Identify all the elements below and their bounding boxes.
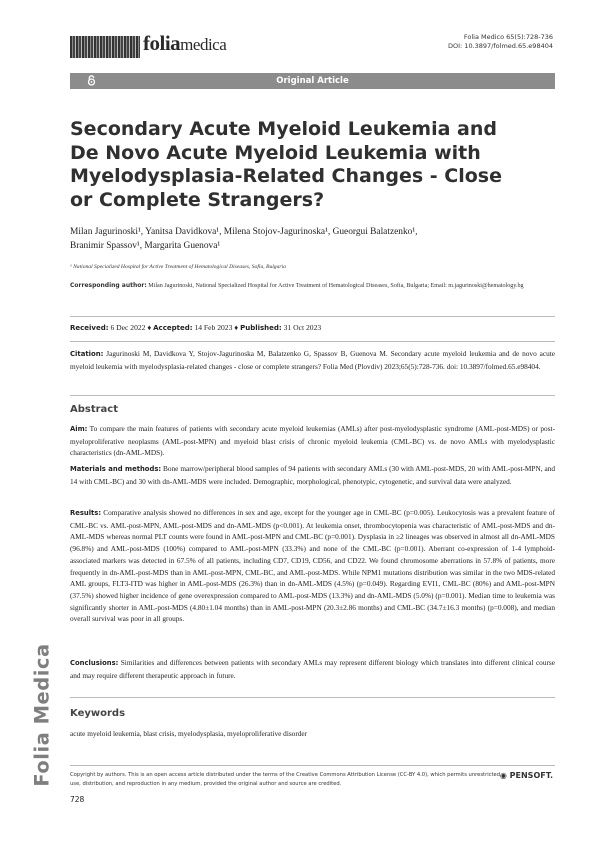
- abstract-results: [70, 507, 555, 625]
- accepted-label: Accepted:: [153, 324, 193, 332]
- publisher-logo[interactable]: [500, 771, 553, 780]
- divider: [70, 341, 555, 342]
- abstract-heading: Abstract: [70, 404, 119, 415]
- footer-divider: [70, 765, 555, 766]
- abstract-aim: [70, 423, 555, 459]
- journal-volume-line: Folia Medico 65(5):728-736: [463, 33, 553, 41]
- article-type-label: Original Article: [276, 75, 349, 86]
- citation-label: Citation:: [70, 350, 104, 358]
- results-label: Results:: [70, 509, 102, 517]
- journal-reference: [448, 33, 553, 51]
- publisher-name: PENSOFT.: [509, 771, 553, 780]
- abstract-methods: [70, 463, 555, 487]
- divider: [70, 395, 555, 396]
- license-text: Copyright by authors. This is an open access article distributed under the terms of the Creative Commons Attribution License (CC-BY 4.0), which permits unrestricted use, distribution, and reproduction in any medium, provided the original author and source are credited.: [70, 772, 501, 787]
- authors-line-2: Branimir Spassov¹, Margarita Guenova¹: [70, 240, 221, 251]
- methods-label: Materials and methods:: [70, 465, 162, 473]
- date-separator: ♦: [145, 323, 154, 332]
- aim-text: To compare the main features of patients with secondary acute myeloid leukemias (AMLs) after post-myelodysplastic syndrome (AML-post-MDS) or post-myeloproliferative neoplasms (AML-post-MPN) and myeloid blast crisis of chronic myeloid leukemia (CML-BC) vs. de novo AMLs with myelodysplastic characteristics (dn-AML-MDS).: [70, 424, 555, 458]
- published-label: Published:: [240, 324, 282, 332]
- received-date: 6 Dec 2022: [108, 323, 146, 332]
- author-list: [70, 226, 555, 253]
- citation: [70, 348, 555, 372]
- aim-label: Aim:: [70, 425, 88, 433]
- conclusions-label: Conclusions:: [70, 659, 119, 667]
- corresponding-text: Milan Jagurinoski, National Specialized Hospital for Active Treatment of Hematological Diseases, Sofia, Bulgaria; Email: m.jagurinoski@hematology.bg: [146, 283, 524, 289]
- date-separator: ♦: [232, 323, 241, 332]
- page-header: [0, 0, 595, 62]
- side-label-text: Folia Medica: [30, 643, 54, 787]
- received-label: Received:: [70, 324, 109, 332]
- accepted-date: 14 Feb 2023: [192, 323, 233, 332]
- methods-text: Bone marrow/peripheral blood samples of 94 patients with secondary AMLs (30 with AML-post-MDS, 20 with AML-post-MPN, and 14 with CML-BC) and 30 with dn-AML-MDS were included. Demographic, morphological, phenotypic, cytogenetic, and survival data were analyzed.: [70, 464, 555, 486]
- results-text: Comparative analysis showed no differences in sex and age, except for the younger age in CML-BC (p=0.005). Leukocytosis was a prevalent feature of CML-BC vs. AML-post-MPN, AML-post-MDS and dn-AML-MDS (p<0.001). At leukemia onset, thrombocytopenia was characteristic of AML-post-MDS and dn-AML-MDS whereas normal PLT counts were found in AML-post-MPN and CML-BC (p=0.001). Dysplasia in ≥2 lineages was observed in almost all dn-AML-MDS (96.8%) and AML-post-MDS (100%) compared to AML-post-MPN (33.3%) and none of the CML-BC (p=0.001). Aberrant co-expression of 1-4 lymphoid-associated markers was detected in 67.5% of all patients, including CD7, CD19, CD56, and CD22. We found chromosome aberrations in 57.8% of patients, more frequently in dn-AML-post-MDS than in AML-post-MPN, CML-BC, and AML-post-MDS. While NPM1 mutations distribution was similar in the two MDS-related AML groups, FLT3-ITD was higher in AML-post-MDS (26.3%) than in dn-AML-MDS (4.5%) (p=0.049). Regarding EVI1, CML-BC (80%) and AML-post-MPN (37.5%) showed higher incidence of gene overexpression compared to AML-post-MDS (13.3%) and dn-AML-MDS (5.0%) (p=0.001). Median time to leukemia was significantly shorter in AML-post-MDS (4.80±1.04 months) than in AML-post-MPN (20.3±2.86 months) and CML-BC (34.7±16.3 months) (p=0.008), and median overall survival was poor in all groups.: [70, 508, 555, 624]
- keywords-heading: Keywords: [70, 708, 126, 719]
- authors-line-1: Milan Jagurinoski¹, Yanitsa Davidkova¹, Milena Stojov-Jagurinoska¹, Gueorgui Balatzenko¹,: [70, 227, 418, 237]
- citation-text: Jagurinoski M, Davidkova Y, Stojov-Jagurinoska M, Balatzenko G, Spassov B, Guenova M. Secondary acute myeloid leukemia and de novo acute myeloid leukemia with myelodysplasia-related changes - close or complete strangers? Folia Med (Plovdiv) 2023;65(5):728-736. doi: 10.3897/folmed.65.e98404.: [70, 349, 555, 371]
- divider: [70, 697, 555, 698]
- keywords-text: acute myeloid leukemia, blast crisis, myelodysplasia, myeloproliferative disorder: [70, 729, 308, 738]
- journal-logo[interactable]: [143, 31, 226, 56]
- article-title: Secondary Acute Myeloid Leukemia and De Novo Acute Myeloid Leukemia with Myelodysplasia-Related Changes - Close or Complete Strangers?: [70, 118, 502, 211]
- divider: [70, 316, 555, 317]
- doi-line[interactable]: DOI: 10.3897/folmed.65.e98404: [448, 42, 553, 50]
- page-number: 728: [70, 795, 85, 804]
- abstract-conclusions: [70, 657, 555, 681]
- corresponding-label: Corresponding author:: [70, 282, 147, 289]
- corresponding-author: [70, 281, 555, 292]
- publisher-icon: ◉: [499, 771, 507, 780]
- logo-main: folia: [143, 31, 181, 55]
- side-journal-label: [31, 595, 53, 835]
- logo-sub: medica: [180, 35, 227, 54]
- affiliation: ¹ National Specialized Hospital for Active Treatment of Hematological Diseases, Sofia, Bulgaria: [70, 264, 286, 270]
- article-dates: [70, 323, 555, 332]
- article-type-band: [70, 73, 555, 89]
- published-date: 31 Oct 2023: [281, 323, 322, 332]
- conclusions-text: Similarities and differences between patients with secondary AMLs may represent different biology which translates into different clinical course and may require different therapeutic approach in future.: [70, 658, 555, 680]
- journal-logo-image: [70, 36, 140, 58]
